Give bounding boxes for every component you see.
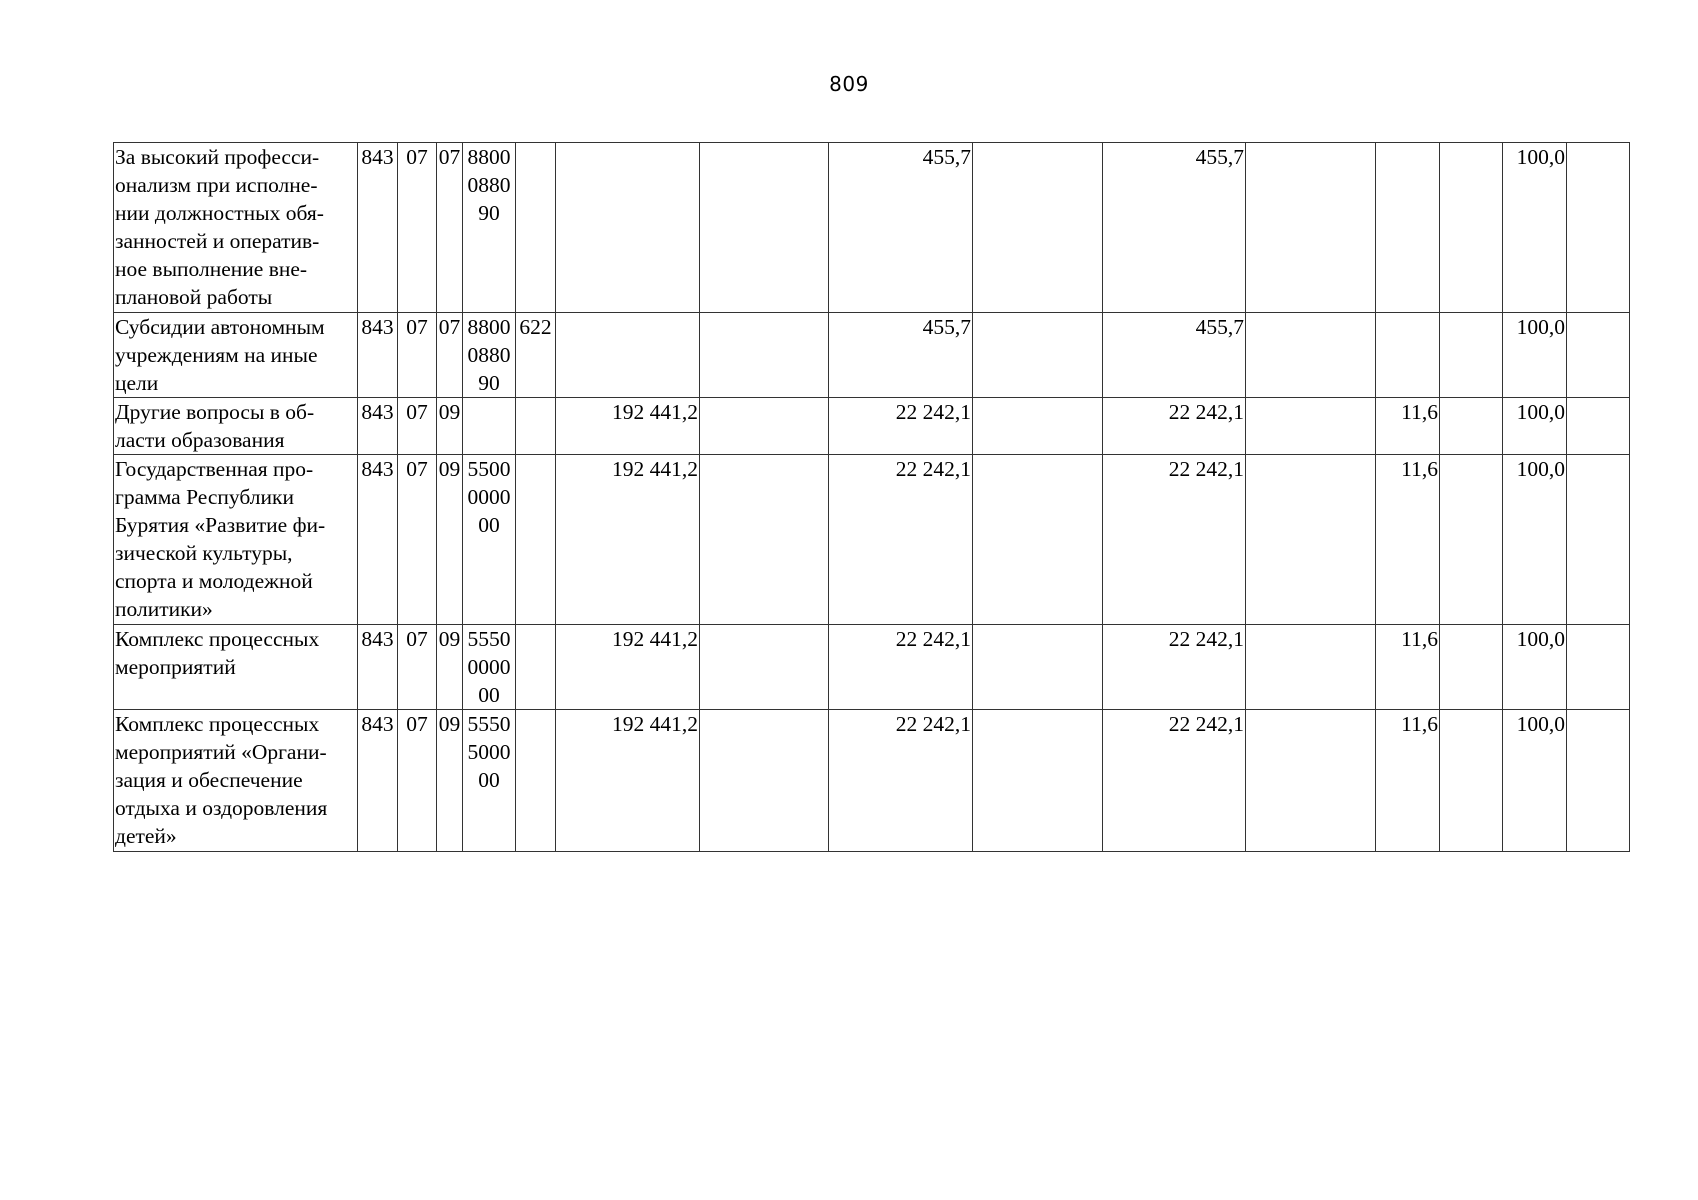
grbs-code: 843 [358,398,398,455]
row-name-line: Государственная про- [115,457,314,481]
value-cell [1567,313,1630,398]
value-cell [1246,143,1376,313]
grbs-code: 843 [358,313,398,398]
value-cell [1440,625,1503,710]
expense-type-code [516,625,556,710]
row-name-line: отдыха и оздоровления [115,796,328,820]
value-cell [1246,313,1376,398]
plan-value [556,143,700,313]
value-cell [1246,625,1376,710]
value-cell [1567,398,1630,455]
percent-cell: 100,0 [1503,398,1567,455]
program-code [463,455,516,625]
section-code: 07 [398,625,437,710]
row-name [114,455,358,625]
page-number: 809 [829,72,869,96]
percent-cell: 100,0 [1503,625,1567,710]
program-code-line: 5550 [467,627,511,651]
section-code: 07 [398,143,437,313]
expense-type-code [516,143,556,313]
subsection-code: 09 [437,398,463,455]
row-name-line: плановой работы [115,285,273,309]
value-cell [700,710,829,852]
percent-cell [1376,143,1440,313]
row-name-line: Комплекс процессных [115,627,320,651]
subsection-code: 07 [437,143,463,313]
value-cell [973,143,1103,313]
program-code-line: 90 [478,201,500,225]
value-cell [973,710,1103,852]
percent-cell: 100,0 [1503,710,1567,852]
value-cell [1567,455,1630,625]
table-row [114,710,1630,852]
value-cell [973,313,1103,398]
program-code [463,398,516,455]
program-code-line: 0880 [467,343,511,367]
program-code-line: 0000 [467,655,511,679]
row-name-line: ное выполнение вне- [115,257,308,281]
value-cell [1440,143,1503,313]
row-name [114,313,358,398]
row-name-line: учреждениям на иные [115,343,318,367]
section-code: 07 [398,398,437,455]
grbs-code: 843 [358,455,398,625]
row-name [114,143,358,313]
value-cell [1246,455,1376,625]
program-code-line: 00 [478,683,500,707]
program-code-line: 8800 [467,315,511,339]
row-name [114,710,358,852]
program-code-line: 90 [478,371,500,395]
expense-type-code [516,398,556,455]
table-row [114,625,1630,710]
row-name-line: мероприятий «Органи- [115,740,327,764]
program-code-line: 5550 [467,712,511,736]
percent-cell: 100,0 [1503,313,1567,398]
program-code-line: 0000 [467,485,511,509]
value-cell: 22 242,1 [1103,625,1246,710]
value-cell [700,143,829,313]
value-cell [973,625,1103,710]
row-name-line: политики» [115,597,213,621]
row-name-line: Бурятия «Развитие фи- [115,513,326,537]
value-cell: 455,7 [1103,143,1246,313]
section-code: 07 [398,313,437,398]
program-code-line: 5500 [467,457,511,481]
row-name-line: ласти образования [115,428,285,452]
row-name [114,625,358,710]
value-cell [1440,710,1503,852]
program-code-line: 5000 [467,740,511,764]
value-cell [1440,313,1503,398]
program-code-line: 8800 [467,145,511,169]
value-cell: 22 242,1 [1103,455,1246,625]
program-code-line: 00 [478,513,500,537]
value-cell [700,313,829,398]
program-code [463,625,516,710]
value-cell: 22 242,1 [829,455,973,625]
value-cell: 22 242,1 [829,710,973,852]
row-name-line: зической культуры, [115,541,293,565]
table-row [114,455,1630,625]
program-code [463,710,516,852]
expense-type-code [516,455,556,625]
value-cell: 22 242,1 [829,398,973,455]
subsection-code: 09 [437,625,463,710]
section-code: 07 [398,710,437,852]
table-row [114,398,1630,455]
percent-cell [1376,313,1440,398]
percent-cell: 11,6 [1376,625,1440,710]
plan-value: 192 441,2 [556,398,700,455]
row-name-line: мероприятий [115,655,236,679]
row-name-line: Комплекс процессных [115,712,320,736]
plan-value: 192 441,2 [556,625,700,710]
plan-value [556,313,700,398]
section-code: 07 [398,455,437,625]
row-name-line: грамма Республики [115,485,294,509]
subsection-code: 09 [437,710,463,852]
percent-cell: 100,0 [1503,455,1567,625]
value-cell [1246,398,1376,455]
plan-value: 192 441,2 [556,455,700,625]
program-code-line: 00 [478,768,500,792]
row-name-line: занностей и оператив- [115,229,320,253]
expense-type-code [516,710,556,852]
value-cell [973,455,1103,625]
percent-cell: 100,0 [1503,143,1567,313]
row-name-line: Другие вопросы в об- [115,400,315,424]
program-code [463,143,516,313]
value-cell: 22 242,1 [829,625,973,710]
subsection-code: 09 [437,455,463,625]
row-name-line: цели [115,371,159,395]
program-code [463,313,516,398]
grbs-code: 843 [358,143,398,313]
value-cell [1567,710,1630,852]
row-name-line: За высокий професси- [115,145,320,169]
expense-type-code: 622 [516,313,556,398]
grbs-code: 843 [358,710,398,852]
value-cell: 22 242,1 [1103,710,1246,852]
value-cell [973,398,1103,455]
value-cell [700,455,829,625]
value-cell: 22 242,1 [1103,398,1246,455]
table-row [114,143,1630,313]
percent-cell: 11,6 [1376,398,1440,455]
row-name-line: Субсидии автономным [115,315,325,339]
value-cell [1567,143,1630,313]
grbs-code: 843 [358,625,398,710]
value-cell [1246,710,1376,852]
row-name-line: детей» [115,824,177,848]
value-cell [1440,398,1503,455]
table-row [114,313,1630,398]
value-cell: 455,7 [1103,313,1246,398]
percent-cell: 11,6 [1376,710,1440,852]
value-cell: 455,7 [829,143,973,313]
row-name-line: нии должностных обя- [115,201,324,225]
row-name [114,398,358,455]
value-cell [700,625,829,710]
budget-table [113,142,1630,852]
row-name-line: онализм при исполне- [115,173,318,197]
percent-cell: 11,6 [1376,455,1440,625]
program-code-line: 0880 [467,173,511,197]
row-name-line: зация и обеспечение [115,768,303,792]
value-cell [700,398,829,455]
plan-value: 192 441,2 [556,710,700,852]
value-cell [1567,625,1630,710]
value-cell [1440,455,1503,625]
row-name-line: спорта и молодежной [115,569,313,593]
value-cell: 455,7 [829,313,973,398]
subsection-code: 07 [437,313,463,398]
